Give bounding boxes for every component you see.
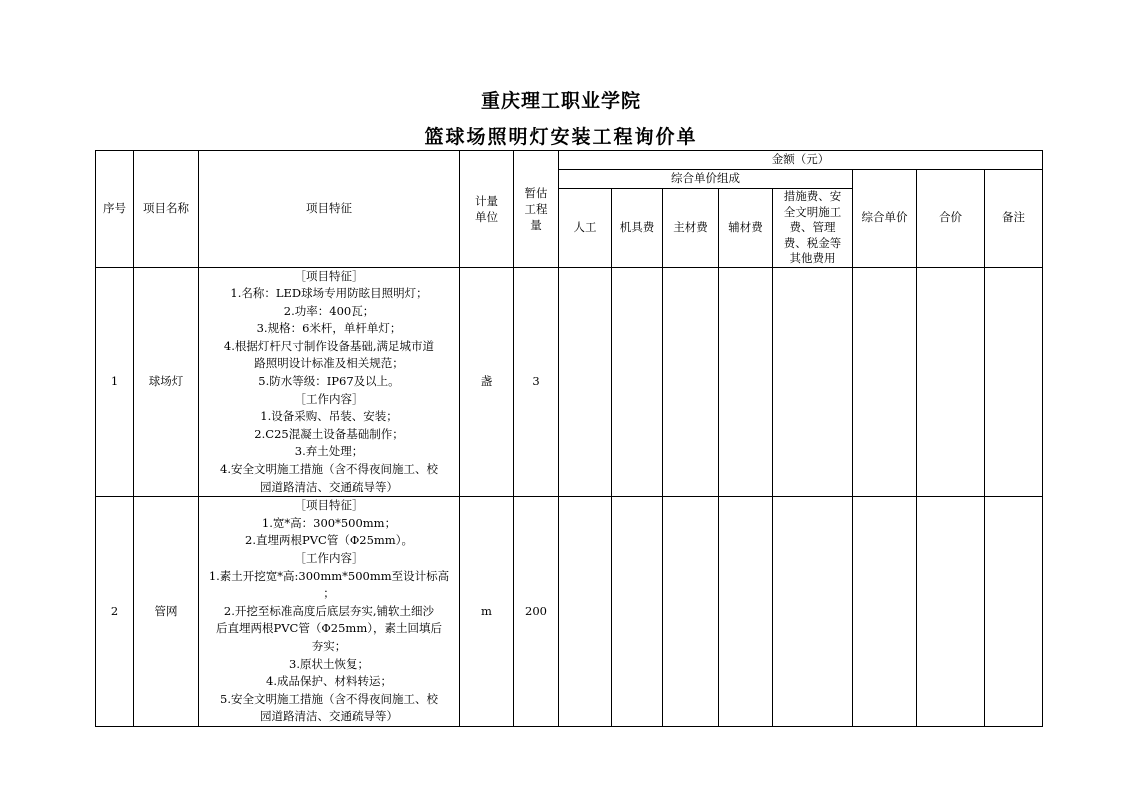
feature-line: 1.设备采购、吊装、安装； bbox=[260, 409, 398, 424]
feature-line: 2.直埋两根PVC管（Φ25mm）。 bbox=[245, 533, 413, 548]
header-composite-group: 综合单价组成 bbox=[559, 170, 853, 189]
feature-line: ［项目特征］ bbox=[294, 268, 364, 283]
header-unit-price: 综合单价 bbox=[853, 170, 917, 268]
header-qty bbox=[514, 151, 559, 268]
row-labor-cell[interactable] bbox=[559, 497, 612, 727]
table-row bbox=[96, 497, 1043, 727]
header-seq: 序号 bbox=[96, 151, 134, 268]
row-name: 球场灯 bbox=[134, 267, 199, 497]
table-row bbox=[96, 267, 1043, 497]
feature-line: 1.名称：LED球场专用防眩目照明灯； bbox=[230, 286, 428, 301]
row-machinery-cell[interactable] bbox=[612, 267, 663, 497]
row-unit: m bbox=[460, 497, 514, 727]
row-total-cell[interactable] bbox=[917, 267, 985, 497]
row-labor-cell[interactable] bbox=[559, 267, 612, 497]
feature-line: ［工作内容］ bbox=[294, 391, 364, 406]
row-remarks-cell[interactable] bbox=[985, 267, 1043, 497]
header-row-1 bbox=[96, 151, 1043, 170]
feature-line: 4.安全文明施工措施（含不得夜间施工、校 bbox=[220, 462, 438, 477]
row-name: 管网 bbox=[134, 497, 199, 727]
row-qty: 200 bbox=[514, 497, 559, 727]
row-seq: 2 bbox=[96, 497, 134, 727]
feature-line: 4.根据灯杆尺寸制作设备基础,满足城市道 bbox=[223, 338, 435, 353]
header-main-material: 主材费 bbox=[663, 189, 719, 268]
row-remarks-cell[interactable] bbox=[985, 497, 1043, 727]
header-measures-label: 措施费、安全文明施工费、管理费、税金等其他费用 bbox=[783, 189, 842, 265]
feature-line: 2.C25混凝土设备基础制作； bbox=[254, 426, 404, 441]
header-features: 项目特征 bbox=[199, 151, 460, 268]
header-qty-label: 暂估工程量 bbox=[524, 185, 548, 232]
row-aux-material-cell[interactable] bbox=[719, 497, 773, 727]
quotation-table bbox=[95, 150, 1043, 727]
row-total-cell[interactable] bbox=[917, 497, 985, 727]
row-measures-cell[interactable] bbox=[773, 497, 853, 727]
feature-line: 园道路清洁、交通疏导等） bbox=[260, 709, 398, 724]
feature-line: 4.成品保护、材料转运； bbox=[266, 674, 392, 689]
document-title: 篮球场照明灯安装工程询价单 bbox=[424, 126, 698, 148]
row-features bbox=[199, 497, 460, 727]
feature-line: 2.功率：400瓦； bbox=[283, 303, 375, 318]
feature-line: 3.原状土恢复； bbox=[289, 656, 369, 671]
feature-line: 1.宽*高：300*500mm； bbox=[261, 515, 397, 530]
row-qty: 3 bbox=[514, 267, 559, 497]
feature-line: ； bbox=[323, 586, 335, 601]
feature-line: 1.素土开挖宽*高:300mm*500mm至设计标高 bbox=[208, 568, 450, 583]
feature-line: 夯实； bbox=[311, 638, 347, 653]
feature-line: 2.开挖至标准高度后底层夯实,铺软土细沙 bbox=[223, 603, 435, 618]
feature-line: 5.安全文明施工措施（含不得夜间施工、校 bbox=[220, 691, 438, 706]
row-aux-material-cell[interactable] bbox=[719, 267, 773, 497]
header-unit-label: 计量单位 bbox=[475, 193, 498, 224]
feature-line: 园道路清洁、交通疏导等） bbox=[260, 479, 398, 494]
header-machinery: 机具费 bbox=[612, 189, 663, 268]
row-unit-price-cell[interactable] bbox=[853, 267, 917, 497]
feature-line: ［工作内容］ bbox=[294, 551, 364, 565]
feature-line: 5.防水等级：IP67及以上。 bbox=[258, 374, 400, 389]
header-remarks: 备注 bbox=[985, 170, 1043, 268]
feature-line: ［项目特征］ bbox=[294, 498, 364, 513]
header-amount: 金额（元） bbox=[559, 151, 1043, 170]
header-total: 合价 bbox=[917, 170, 985, 268]
row-seq: 1 bbox=[96, 267, 134, 497]
header-aux-material: 辅材费 bbox=[719, 189, 773, 268]
row-unit-price-cell[interactable] bbox=[853, 497, 917, 727]
header-name: 项目名称 bbox=[134, 151, 199, 268]
row-main-material-cell[interactable] bbox=[663, 267, 719, 497]
header-labor: 人工 bbox=[559, 189, 612, 268]
header-measures bbox=[773, 189, 853, 268]
row-measures-cell[interactable] bbox=[773, 267, 853, 497]
feature-line: 路照明设计标准及相关规范； bbox=[254, 356, 404, 371]
institution-title: 重庆理工职业学院 bbox=[480, 90, 641, 112]
feature-line: 3.弃土处理； bbox=[294, 444, 364, 459]
feature-line: 3.规格：6米杆，单杆单灯； bbox=[256, 321, 402, 336]
row-main-material-cell[interactable] bbox=[663, 497, 719, 727]
row-unit: 盏 bbox=[460, 267, 514, 497]
row-features bbox=[199, 267, 460, 497]
header-unit bbox=[460, 151, 514, 268]
row-machinery-cell[interactable] bbox=[612, 497, 663, 727]
feature-line: 后直埋两根PVC管（Φ25mm），素土回填后 bbox=[216, 621, 442, 636]
